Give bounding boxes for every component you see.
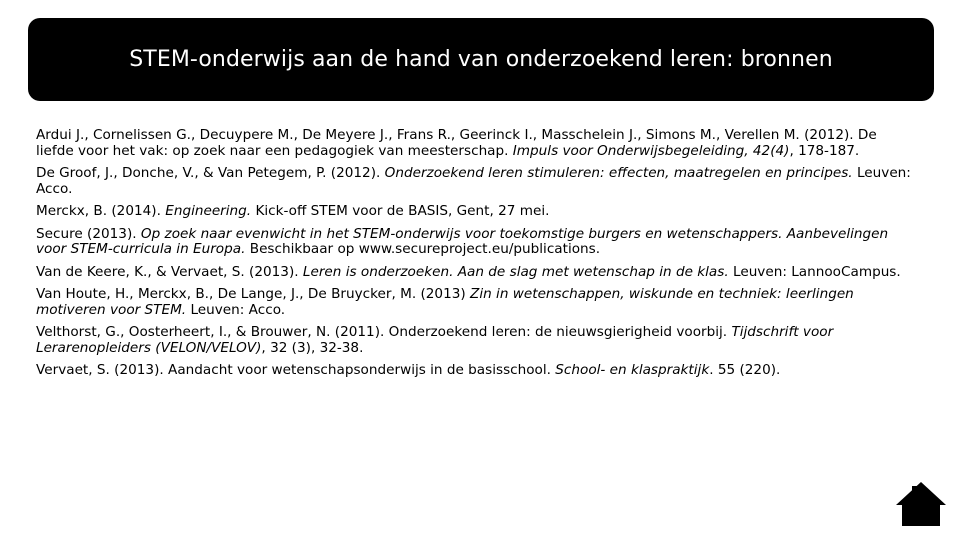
reference-italic-text: Engineering. [165, 203, 252, 219]
reference-text: Beschikbaar op www.secureproject.eu/publications. [245, 241, 601, 257]
reference-item [36, 166, 916, 197]
reference-italic-text: Zin in wetenschappen, wiskunde en techniek: leerlingen motiveren voor STEM. [36, 286, 854, 318]
reference-item [36, 227, 916, 258]
reference-item [36, 265, 916, 281]
reference-item [36, 363, 916, 379]
reference-text: Ardui J., Cornelissen G., Decuypere M., De Meyere J., Frans R., Geerinck I., Masschelein J., Simons M., Verellen M. (2012). De liefde voor het vak: op zoek naar een pedagogiek van meesterschap. [36, 127, 877, 159]
title-bar [28, 18, 934, 101]
reference-text: Secure (2013). [36, 225, 141, 242]
reference-list [36, 128, 916, 386]
reference-text: Velthorst, G., Oosterheert, I., & Brouwer, N. (2011). Onderzoekend leren: de nieuwsgierigheid voorbij. [36, 324, 732, 340]
reference-italic-text: Tijdschrift voor Lerarenopleiders (VELON/VELOV) [36, 324, 834, 356]
reference-text: Vervaet, S. (2013). Aandacht voor wetenschapsonderwijs in de basisschool. [36, 362, 556, 378]
reference-italic-text: Op zoek naar evenwicht in het STEM-onderwijs voor toekomstige burgers en wetenschappers. Aanbevelingen voor STEM-curricula in Europa. [36, 225, 889, 257]
home-button[interactable] [894, 480, 948, 528]
reference-item [36, 287, 916, 318]
reference-text: Kick-off STEM voor de BASIS, Gent, 27 mei. [251, 203, 550, 219]
reference-text: , 178-187. [789, 142, 860, 159]
reference-text: Van Houte, H., Merckx, B., De Lange, J., De Bruycker, M. (2013) [36, 286, 471, 302]
reference-item [36, 128, 916, 159]
reference-italic-text: Leren is onderzoeken. Aan de slag met wetenschap in de klas. [302, 263, 729, 280]
reference-text: Leuven: LannooCampus. [728, 263, 901, 280]
reference-item [36, 204, 916, 220]
reference-text: . 55 (220). [709, 362, 781, 378]
reference-text: , 32 (3), 32-38. [261, 339, 364, 356]
slide-title: STEM-onderwijs aan de hand van onderzoekend leren: bronnen [129, 47, 833, 72]
reference-item [36, 325, 916, 356]
reference-italic-text: School- en klaspraktijk [555, 362, 710, 378]
reference-text: Leuven: Acco. [36, 165, 911, 197]
reference-text: De Groof, J., Donche, V., & Van Petegem, P. (2012). [36, 165, 385, 181]
reference-text: Merckx, B. (2014). [36, 203, 166, 219]
reference-italic-text: Onderzoekend leren stimuleren: effecten, maatregelen en principes. [384, 165, 853, 181]
reference-italic-text: Impuls voor Onderwijsbegeleiding, 42(4) [512, 142, 790, 159]
reference-text: Leuven: Acco. [186, 301, 286, 318]
home-icon [894, 480, 948, 528]
reference-text: Van de Keere, K., & Vervaet, S. (2013). [36, 263, 303, 280]
